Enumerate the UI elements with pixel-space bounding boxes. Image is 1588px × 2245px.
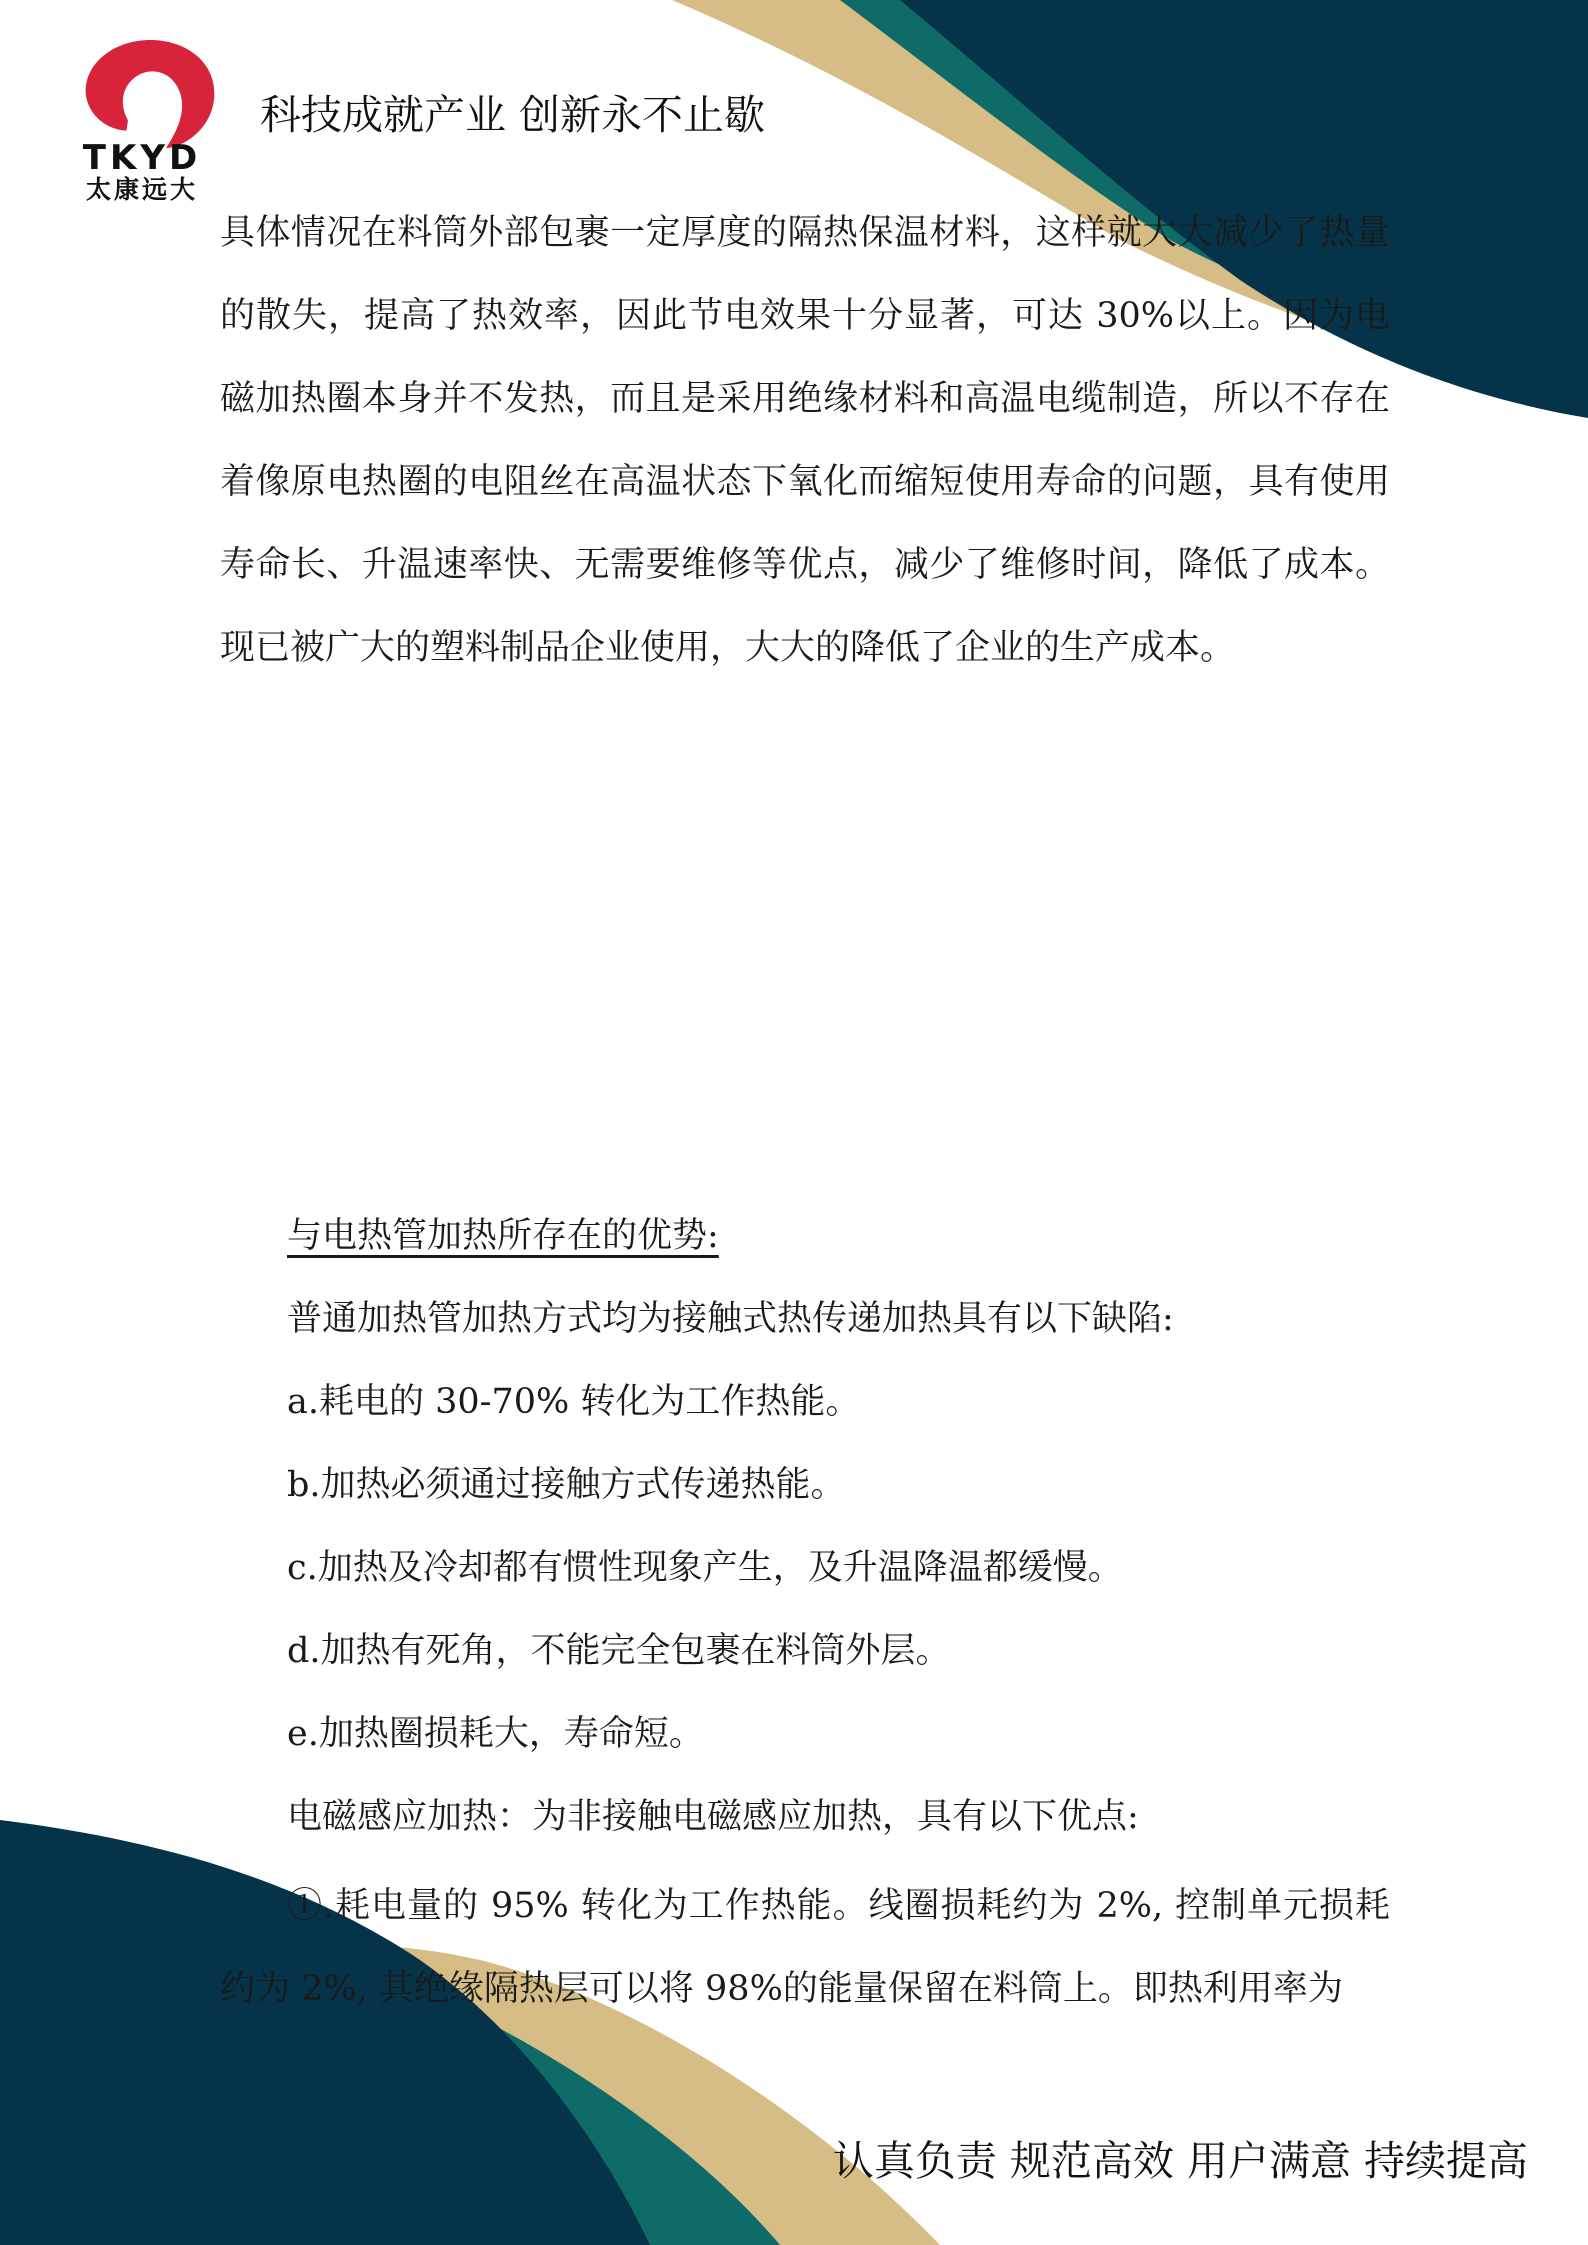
defects-intro: 普通加热管加热方式均为接触式热传递加热具有以下缺陷: xyxy=(287,1299,1174,1339)
defect-item-c: c.加热及冷却都有惯性现象产生，及升温降温都缓慢。 xyxy=(287,1548,1123,1588)
header-slogan: 科技成就产业 创新永不止歇 xyxy=(260,91,766,139)
logo-abbr: TKYD xyxy=(82,138,202,178)
defect-item-b: b.加热必须通过接触方式传递热能。 xyxy=(287,1465,846,1505)
logo-text xyxy=(72,140,212,204)
footer-slogan: 认真负责 规范高效 用户满意 持续提高 xyxy=(832,2137,1528,2185)
defect-item-a: a.耗电的 30-70% 转化为工作热能。 xyxy=(287,1382,861,1422)
defect-item-e: e.加热圈损耗大，寿命短。 xyxy=(287,1714,704,1754)
em-heating-intro: 电磁感应加热：为非接触电磁感应加热，具有以下优点: xyxy=(287,1797,1139,1837)
advantage-point-1: ①.耗电量的 95% 转化为工作热能。线圈损耗约为 2%, 控制单元损耗约为 2%, 其绝缘隔热层可以将 98%的能量保留在料筒上。即热利用率为 xyxy=(220,1886,1390,2009)
section-heading: 与电热管加热所存在的优势: xyxy=(287,1216,719,1256)
logo-company-name: 太康远大 xyxy=(85,175,198,204)
paragraph-intro: 具体情况在料筒外部包裹一定厚度的隔热保温材料，这样就大大减少了热量的散失，提高了热效率，因此节电效果十分显著，可达 30%以上。因为电磁加热圈本身并不发热，而且是采用绝缘材料和高温电缆制造，所以不存在着像原电热圈的电阻丝在高温状态下氧化而缩短使用寿命的问题，具有使用寿命长、升温速率快、无需要维修等优点，减少了维修时间，降低了成本。现已被广大的塑料制品企业使用，大大的降低了企业的生产成本。 xyxy=(220,213,1390,668)
defect-item-d: d.加热有死角，不能完全包裹在料筒外层。 xyxy=(287,1631,951,1671)
